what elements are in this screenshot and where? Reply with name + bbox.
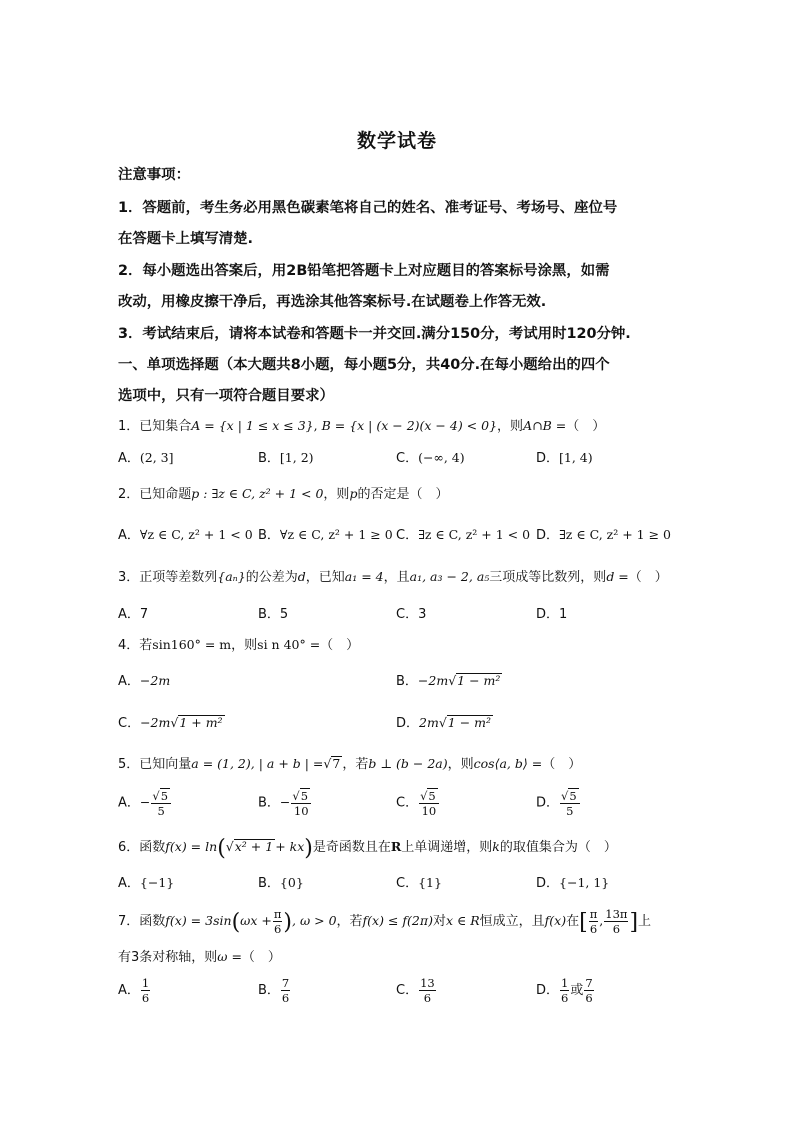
- question-6-option-c[interactable]: C．{1}: [396, 875, 442, 891]
- question-5-option-c[interactable]: C． $\frac{√5}{10}$: [396, 788, 440, 818]
- question-4-option-a[interactable]: A．−2m: [118, 673, 171, 689]
- set-b: B = {x | (x − 2)(x − 4) < 0}: [321, 418, 498, 433]
- question-3-stem: 3．正项等差数列{aₙ}的公差为d，已知a₁ = 4，且a₁, a₃ − 2, a₅三项成等比数列，则d =（ ）: [118, 569, 668, 585]
- question-7-option-b[interactable]: B． $\frac{7}{6}$: [258, 976, 290, 1005]
- question-3-option-a[interactable]: A．7: [118, 607, 149, 622]
- notice-item-2-line-2: 改动，用橡皮擦干净后，再选涂其他答案标号.在试题卷上作答无效.: [118, 294, 547, 310]
- question-7-stem-line-1: 7．函数f(x) = 3sin(ωx + $\frac{\pi}{6}$ ), ω > 0，若f(x) ≤ f(2π)对x ∈ R恒成立，且f(x)在[ $\frac{\pi}{6}$ , $\frac{13\pi}{6}$ ]上: [118, 907, 652, 936]
- radical: √x² + 1: [225, 839, 274, 854]
- question-5-option-d[interactable]: D． $\frac{√5}{5}$: [536, 788, 581, 818]
- notice-item-2-line-1: 2．每小题选出答案后，用2B铅笔把答题卡上对应题目的答案标号涂黑，如需: [118, 263, 610, 279]
- question-6-option-b[interactable]: B．{0}: [258, 875, 304, 891]
- question-2-option-a[interactable]: A．∀z ∈ C, z² + 1 < 0: [118, 527, 253, 543]
- question-7-option-a[interactable]: A． $\frac{1}{6}$: [118, 976, 150, 1005]
- question-5-option-b[interactable]: B．− $\frac{√5}{10}$: [258, 788, 312, 818]
- question-3-option-d[interactable]: D．1: [536, 607, 568, 622]
- notice-item-1-line-2: 在答题卡上填写清楚.: [118, 231, 253, 247]
- section-1-heading-line-1: 一、单项选择题（本大题共8小题，每小题5分，共40分.在每小题给出的四个: [118, 357, 610, 373]
- question-5-stem: 5．已知向量a = (1, 2), | a + b | =√7 ，若b ⊥ (b − 2a)，则cos⟨a, b⟩ =（ ）: [118, 756, 582, 772]
- radical: √7: [323, 756, 341, 771]
- question-2-option-b[interactable]: B．∀z ∈ C, z² + 1 ≥ 0: [258, 527, 393, 543]
- question-4-option-c[interactable]: C．−2m√1 + m²: [118, 715, 223, 731]
- question-1-option-d[interactable]: D．[1, 4): [536, 450, 593, 466]
- question-1-option-a[interactable]: A．(2, 3]: [118, 450, 174, 466]
- question-6-option-a[interactable]: A．{−1}: [118, 875, 175, 891]
- question-6-option-d[interactable]: D．{−1, 1}: [536, 875, 610, 891]
- question-4-stem: 4．若sin160° = m，则si n 40° =（ ）: [118, 637, 360, 653]
- question-7-option-d[interactable]: D． $\frac{1}{6}$ 或 $\frac{7}{6}$: [536, 976, 593, 1005]
- proposition-p: p : ∃z ∈ C, z² + 1 < 0: [191, 486, 324, 501]
- notice-item-1-line-1: 1．答题前，考生务必用黑色碳素笔将自己的姓名、准考证号、考场号、座位号: [118, 200, 618, 216]
- question-2-stem: 2．已知命题p : ∃z ∈ C, z² + 1 < 0，则p的否定是（ ）: [118, 486, 449, 502]
- question-4-option-b[interactable]: B．−2m√1 − m²: [396, 673, 501, 689]
- page-title: 数学试卷: [356, 130, 437, 152]
- question-3-option-b[interactable]: B．5: [258, 607, 289, 622]
- question-5-option-a[interactable]: A．− $\frac{√5}{5}$: [118, 788, 172, 818]
- question-3-option-c[interactable]: C．3: [396, 607, 427, 622]
- notice-heading: 注意事项：: [118, 167, 190, 183]
- question-6-stem: 6．函数f(x) = ln(√x² + 1 + kx)是奇函数且在R上单调递增，则k的取值集合为（ ）: [118, 836, 617, 861]
- radical: √1 − m²: [448, 673, 501, 688]
- radical: √1 − m²: [438, 715, 492, 730]
- question-7-option-c[interactable]: C． $\frac{13}{6}$: [396, 976, 435, 1005]
- question-4-option-d[interactable]: D．2m√1 − m²: [396, 715, 492, 731]
- question-7-stem-line-2: 有3条对称轴，则ω =（ ）: [118, 949, 281, 965]
- section-1-heading-line-2: 选项中，只有一项符合题目要求）: [118, 388, 334, 404]
- question-1-option-c[interactable]: C．(−∞, 4): [396, 450, 465, 466]
- set-a: A = {x | 1 ≤ x ≤ 3}: [191, 418, 314, 433]
- notice-item-3: 3．考试结束后，请将本试卷和答题卡一并交回.满分150分，考试用时120分钟.: [118, 326, 631, 342]
- question-2-option-c[interactable]: C．∃z ∈ C, z² + 1 < 0: [396, 527, 531, 543]
- question-1-option-b[interactable]: B．[1, 2): [258, 450, 314, 466]
- question-2-option-d[interactable]: D．∃z ∈ C, z² + 1 ≥ 0: [536, 527, 671, 543]
- radical: √1 + m²: [170, 715, 223, 730]
- question-1-stem: 1．已知集合A = {x | 1 ≤ x ≤ 3}, B = {x | (x − 2)(x − 4) < 0}，则A∩B =（ ）: [118, 418, 606, 434]
